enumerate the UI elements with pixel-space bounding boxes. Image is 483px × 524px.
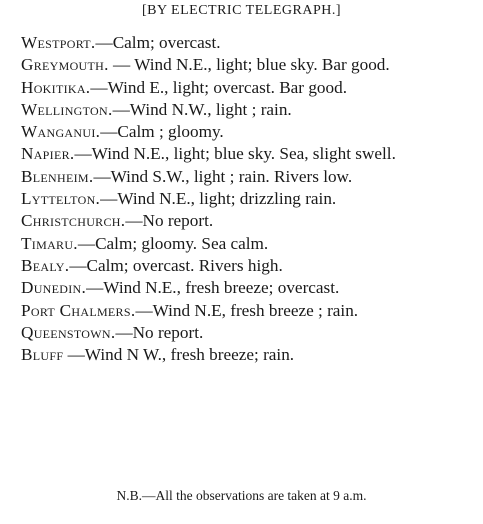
place-name: Queenstown.	[21, 322, 116, 342]
entry-wellington	[0, 99, 483, 121]
entry-port-chalmers	[0, 300, 483, 322]
place-name: Westport.	[21, 33, 96, 52]
entry-lyttelton	[0, 188, 483, 210]
footnote: N.B.—All the observations are taken at 9 a.m.	[116, 488, 367, 503]
report-text: —Wind N.W., light ; rain.	[112, 99, 292, 119]
report-text: —Wind N.E., fresh breeze; overcast.	[86, 278, 340, 298]
entry-greymouth	[0, 54, 483, 76]
place-name: Dunedin.	[21, 278, 87, 298]
entry-christchurch	[0, 210, 483, 232]
header-bracket-close: ]	[335, 3, 342, 18]
entry-blenheim	[0, 166, 483, 188]
report-text: — Wind N.E., light; blue sky. Bar good.	[108, 55, 390, 75]
place-name: Lyttelton.	[21, 189, 101, 209]
report-text: —No report.	[115, 322, 204, 342]
place-name: Christchurch.	[21, 211, 126, 231]
report-text: —Wind N.E., light; blue sky. Sea, slight swell.	[74, 144, 396, 164]
weather-entries	[0, 32, 483, 366]
report-text: —Calm; gloomy. Sea calm.	[77, 233, 269, 253]
report-header	[0, 3, 483, 19]
place-name: Bealy.	[21, 255, 70, 275]
report-text: —Wind N W., fresh breeze; rain.	[63, 345, 295, 365]
report-text: —Wind N.E, fresh breeze ; rain.	[135, 300, 359, 320]
place-name: Bluff	[21, 345, 64, 365]
entry-wanganui	[0, 121, 483, 143]
place-name: Port Chalmers.	[21, 300, 136, 320]
header-bracket-open: [	[141, 3, 148, 18]
report-text: —Calm; overcast.	[95, 33, 221, 52]
report-text: —Wind E., light; overcast. Bar good.	[90, 77, 348, 97]
entry-hokitika	[0, 77, 483, 99]
place-name: Napier.	[21, 144, 75, 164]
entry-napier	[0, 143, 483, 165]
entry-timaru	[0, 233, 483, 255]
entry-queenstown	[0, 322, 483, 344]
entry-bluff	[0, 344, 483, 366]
report-text: —No report.	[125, 211, 214, 231]
report-text: —Wind S.W., light ; rain. Rivers low.	[93, 166, 353, 186]
report-text: —Calm; overcast. Rivers high.	[69, 255, 283, 275]
place-name: Hokitika.	[21, 77, 91, 97]
place-name: Wellington.	[21, 99, 113, 119]
header-title: BY ELECTRIC TELEGRAPH.	[147, 3, 336, 18]
place-name: Greymouth.	[21, 55, 109, 75]
entry-bealy	[0, 255, 483, 277]
place-name: Wanganui.	[21, 122, 101, 142]
report-text: —Calm ; gloomy.	[100, 122, 224, 142]
entry-dunedin	[0, 277, 483, 299]
entry-westport	[0, 32, 483, 54]
report-text: —Wind N.E., light; drizzling rain.	[100, 189, 337, 209]
place-name: Timaru.	[21, 233, 78, 253]
place-name: Blenheim.	[21, 166, 94, 186]
